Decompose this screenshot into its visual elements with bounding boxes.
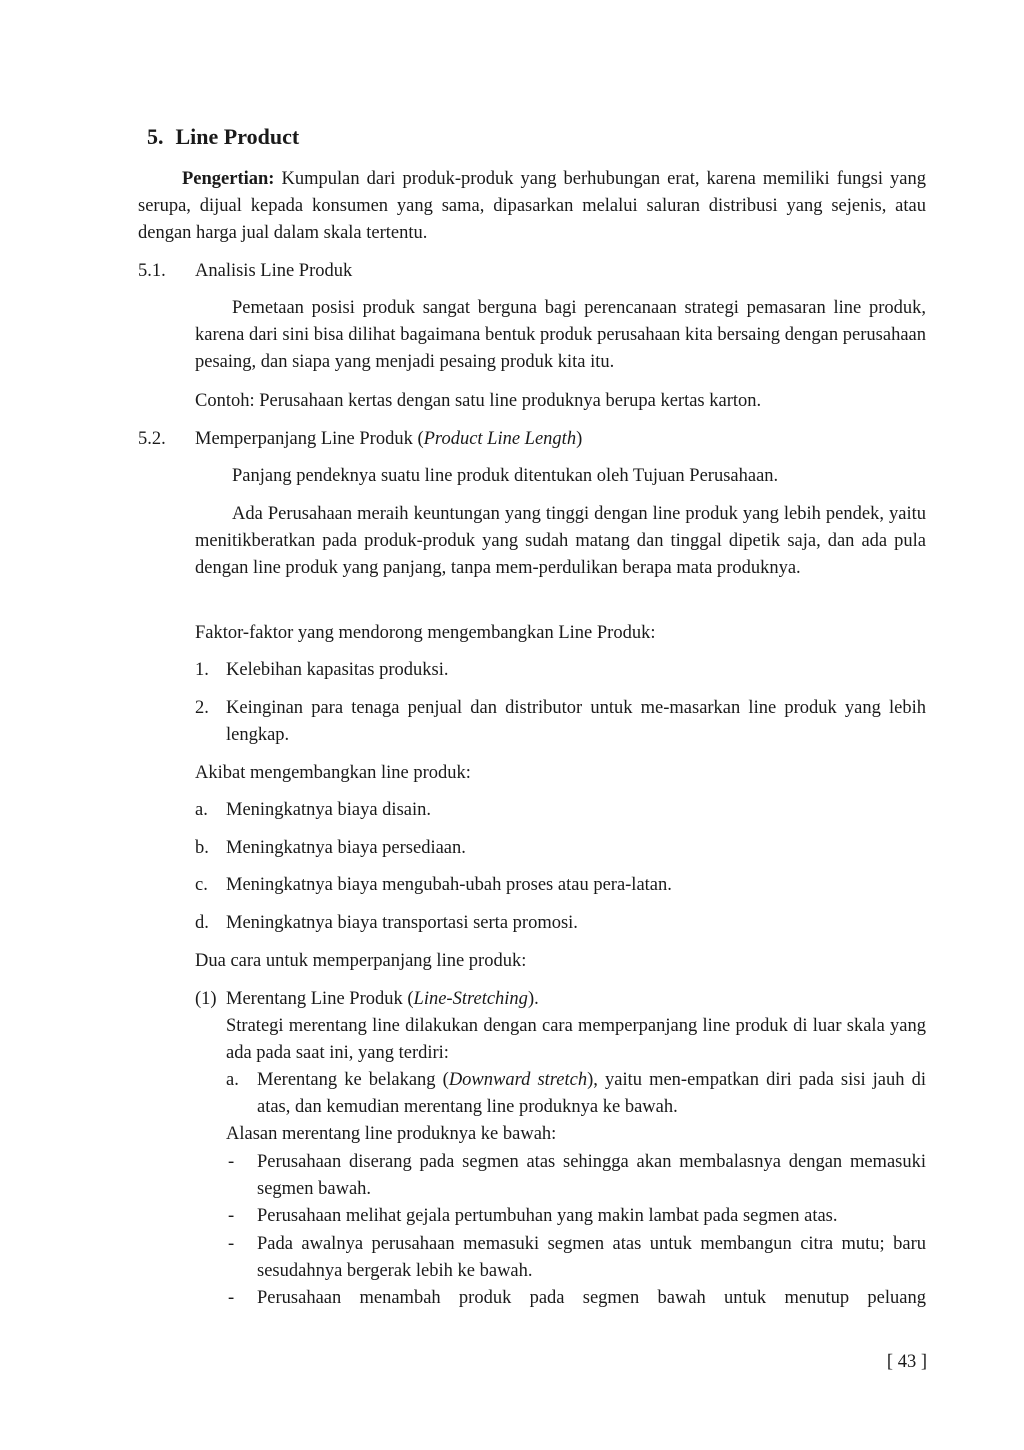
reason-2-text: Perusahaan melihat gejala pertumbuhan yang makin lambat pada segmen atas. [257,1206,838,1226]
section-heading [147,124,299,150]
definition-paragraph [138,166,926,247]
subsection-5-1-example: Contoh: Perusahaan kertas dengan satu line produknya berupa kertas karton. [195,391,762,411]
way-1-title [226,986,539,1013]
way-1-marker: (1) [195,989,217,1009]
way-1-title-italic: Line-Stretching [413,989,528,1009]
subsection-5-2-title-prefix: Memperpanjang Line Produk ( [195,429,424,449]
ways-intro: Dua cara untuk memperpanjang line produk: [195,951,527,971]
reason-2-marker: - [228,1206,235,1226]
factor-1-text: Kelebihan kapasitas produksi. [226,660,449,680]
way-1-sub-a-text [257,1067,926,1121]
way-1-title-suffix: ). [527,989,539,1009]
subsection-5-1-number: 5.1. [138,261,166,281]
effect-a-marker: a. [195,800,208,820]
way-1-description: Strategi merentang line dilakukan dengan cara memperpanjang line produk di luar skala yang ada pada saat ini, yang terdiri: [226,1016,926,1063]
subsection-5-2-paragraph-2: Ada Perusahaan meraih keuntungan yang tinggi dengan line produk yang lebih pendek, yaitu menitikberatkan pada produk-produk yang sudah matang dan tinggal dipetik saja, dan ada pula dengan line produk yang panjang, tanpa mem-perdulikan berapa mata produknya. [195,504,926,578]
reason-1-text: Perusahaan diserang pada segmen atas sehingga akan membalasnya dengan memasuki segmen bawah. [257,1152,926,1199]
reason-1-marker: - [228,1152,235,1172]
effect-d-marker: d. [195,913,209,933]
reason-3-text: Pada awalnya perusahaan memasuki segmen atas untuk membangun citra mutu; baru sesudahnya bergerak lebih ke bawah. [257,1234,926,1281]
effect-a-text: Meningkatnya biaya disain. [226,800,431,820]
subsection-5-2-title-suffix: ) [576,429,583,449]
reasons-intro: Alasan merentang line produknya ke bawah: [226,1124,557,1144]
reason-4-marker: - [228,1288,235,1308]
reason-3-marker: - [228,1234,235,1254]
effect-c-text: Meningkatnya biaya mengubah-ubah proses atau pera-latan. [226,875,672,895]
definition-text: Kumpulan dari produk-produk yang berhubungan erat, karena memiliki fungsi yang serupa, dijual kepada konsumen yang sama, dipasarkan melalui saluran distribusi yang sejenis, atau dengan harga jual dalam skala tertentu. [138,169,926,243]
effect-b-text: Meningkatnya biaya persediaan. [226,838,466,858]
section-title: Line Product [175,124,300,149]
subsection-5-1-paragraph: Pemetaan posisi produk sangat berguna bagi perencanaan strategi pemasaran line produk, karena dari sini bisa dilihat bagaimana bentuk produk perusahaan kita bersaing dengan perusahaan pesaing, dan siapa yang menjadi pesaing produk kita itu. [195,298,926,372]
section-number: 5. [147,124,164,149]
way-1-sub-a-marker: a. [226,1070,239,1090]
subsection-5-2-title-italic: Product Line Length [423,429,577,449]
effect-c-marker: c. [195,875,208,895]
reason-4-text: Perusahaan menambah produk pada segmen bawah untuk menutup peluang [257,1288,926,1308]
subsection-5-2-paragraph-1: Panjang pendeknya suatu line produk ditentukan oleh Tujuan Perusahaan. [232,466,779,486]
way-1-sub-a-suffix: ), yaitu men-empatkan diri pada sisi jauh di atas, dan kemudian merentang line produknya ke bawah. [257,1070,927,1117]
way-1-sub-a-italic: Downward stretch [448,1070,588,1090]
subsection-5-1-title: Analisis Line Produk [195,261,353,281]
factor-2-text: Keinginan para tenaga penjual dan distributor untuk me-masarkan line produk yang lebih lengkap. [226,698,926,745]
definition-label: Pengertian: [182,169,275,189]
subsection-5-2-title [195,426,582,453]
factor-1-marker: 1. [195,660,209,680]
effect-b-marker: b. [195,838,209,858]
way-1-title-prefix: Merentang Line Produk ( [226,989,414,1009]
page-number: [ 43 ] [886,1352,927,1372]
subsection-5-2-number: 5.2. [138,429,166,449]
factors-intro: Faktor-faktor yang mendorong mengembangkan Line Produk: [195,623,656,643]
effect-d-text: Meningkatnya biaya transportasi serta promosi. [226,913,578,933]
way-1-sub-a-prefix: Merentang ke belakang ( [257,1070,449,1090]
effects-intro: Akibat mengembangkan line produk: [195,763,471,783]
factor-2-marker: 2. [195,698,209,718]
